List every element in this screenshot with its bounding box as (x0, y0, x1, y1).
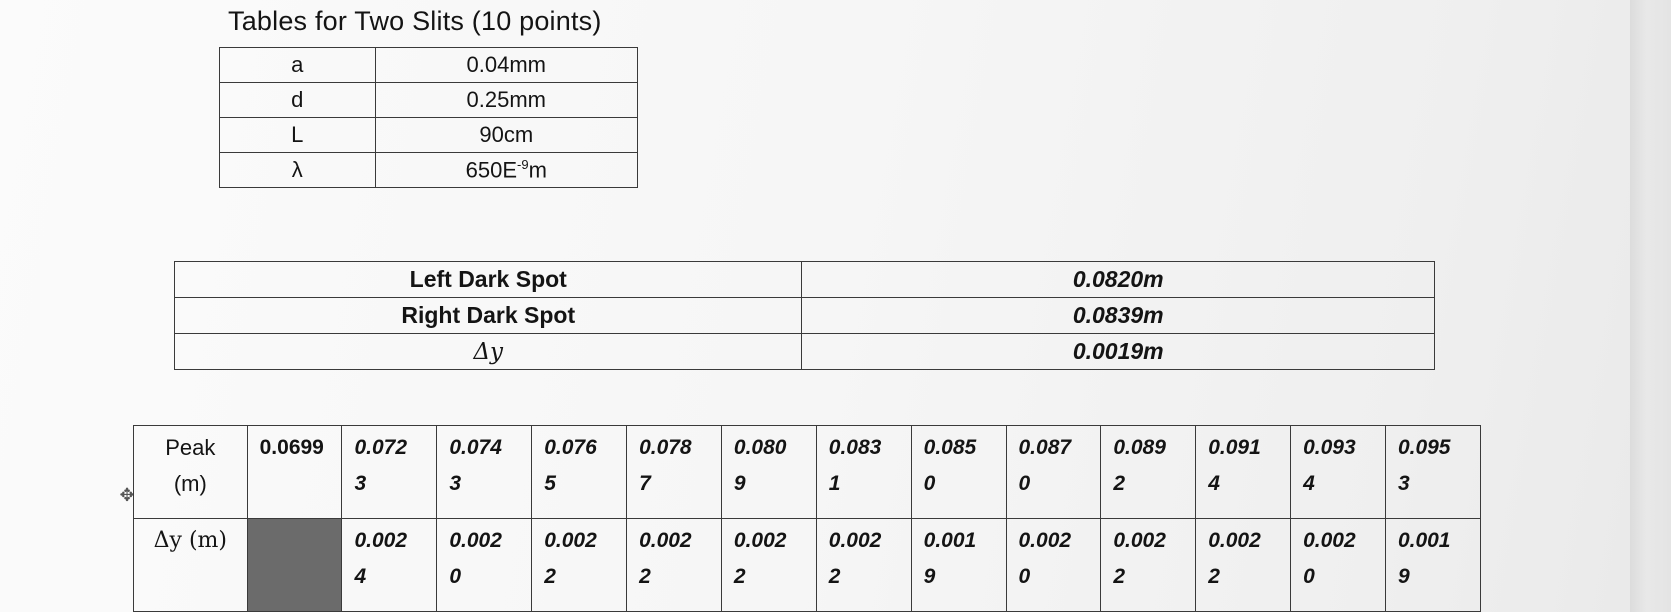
peak-cell: 0.089 2 (1101, 426, 1196, 519)
table-row (175, 262, 1435, 298)
param-value-base: 650E (465, 157, 518, 183)
delta-y-cell: 0.001 9 (1385, 519, 1480, 612)
delta-y-cell: 0.002 0 (1006, 519, 1101, 612)
table-row (220, 83, 638, 118)
delta-y-cell: 0.002 2 (1101, 519, 1196, 612)
table-row (134, 519, 1481, 612)
spot-label (175, 334, 802, 370)
param-symbol: d (220, 83, 376, 118)
spot-label: Left Dark Spot (175, 262, 802, 298)
peak-cell: 0.091 4 (1196, 426, 1291, 519)
param-value (375, 153, 637, 188)
peak-cell: 0.076 5 (532, 426, 627, 519)
peak-cell: 0.087 0 (1006, 426, 1101, 519)
param-value: 0.04mm (375, 48, 637, 83)
spot-value: 0.0820m (802, 262, 1435, 298)
param-symbol: λ (220, 153, 376, 188)
table-row (220, 153, 638, 188)
shaded-empty-cell (247, 519, 342, 612)
delta-y-cell: 0.002 2 (721, 519, 816, 612)
delta-y-header: Δy (m) (134, 519, 248, 612)
delta-y-cell: 0.002 0 (1291, 519, 1386, 612)
param-value-exponent: -9 (517, 156, 529, 172)
delta-y-cell: 0.002 2 (1196, 519, 1291, 612)
table-row (134, 426, 1481, 519)
table-row (175, 298, 1435, 334)
param-symbol: L (220, 118, 376, 153)
page-edge (1630, 0, 1671, 612)
peak-cell: 0.074 3 (437, 426, 532, 519)
delta-y-cell: 0.002 2 (532, 519, 627, 612)
delta-y-cell: 0.002 4 (342, 519, 437, 612)
param-value-unit: m (528, 157, 547, 183)
peak-cell: 0.0699 (247, 426, 342, 519)
delta-y-cell: 0.001 9 (911, 519, 1006, 612)
spot-label: Right Dark Spot (175, 298, 802, 334)
peak-cell: 0.080 9 (721, 426, 816, 519)
peak-cell: 0.072 3 (342, 426, 437, 519)
peak-header: Peak (m) (134, 426, 248, 519)
spot-value: 0.0839m (802, 298, 1435, 334)
dark-spots-table (174, 261, 1435, 370)
peak-cell: 0.085 0 (911, 426, 1006, 519)
param-value: 90cm (375, 118, 637, 153)
delta-y-label: Δy (473, 339, 504, 365)
table-row (220, 48, 638, 83)
table-row (220, 118, 638, 153)
section-title: Tables for Two Slits (10 points) (228, 6, 602, 36)
peak-cell: 0.093 4 (1291, 426, 1386, 519)
delta-y-cell: 0.002 0 (437, 519, 532, 612)
param-symbol: a (220, 48, 376, 83)
peak-cell: 0.078 7 (627, 426, 722, 519)
spot-value: 0.0019m (802, 334, 1435, 370)
param-value: 0.25mm (375, 83, 637, 118)
table-row (175, 334, 1435, 370)
delta-y-cell: 0.002 2 (627, 519, 722, 612)
peak-cell: 0.083 1 (816, 426, 911, 519)
peak-cell: 0.095 3 (1385, 426, 1480, 519)
move-icon[interactable]: ✥ (119, 485, 135, 505)
delta-y-cell: 0.002 2 (816, 519, 911, 612)
params-table (219, 47, 638, 188)
peaks-table (133, 425, 1481, 612)
